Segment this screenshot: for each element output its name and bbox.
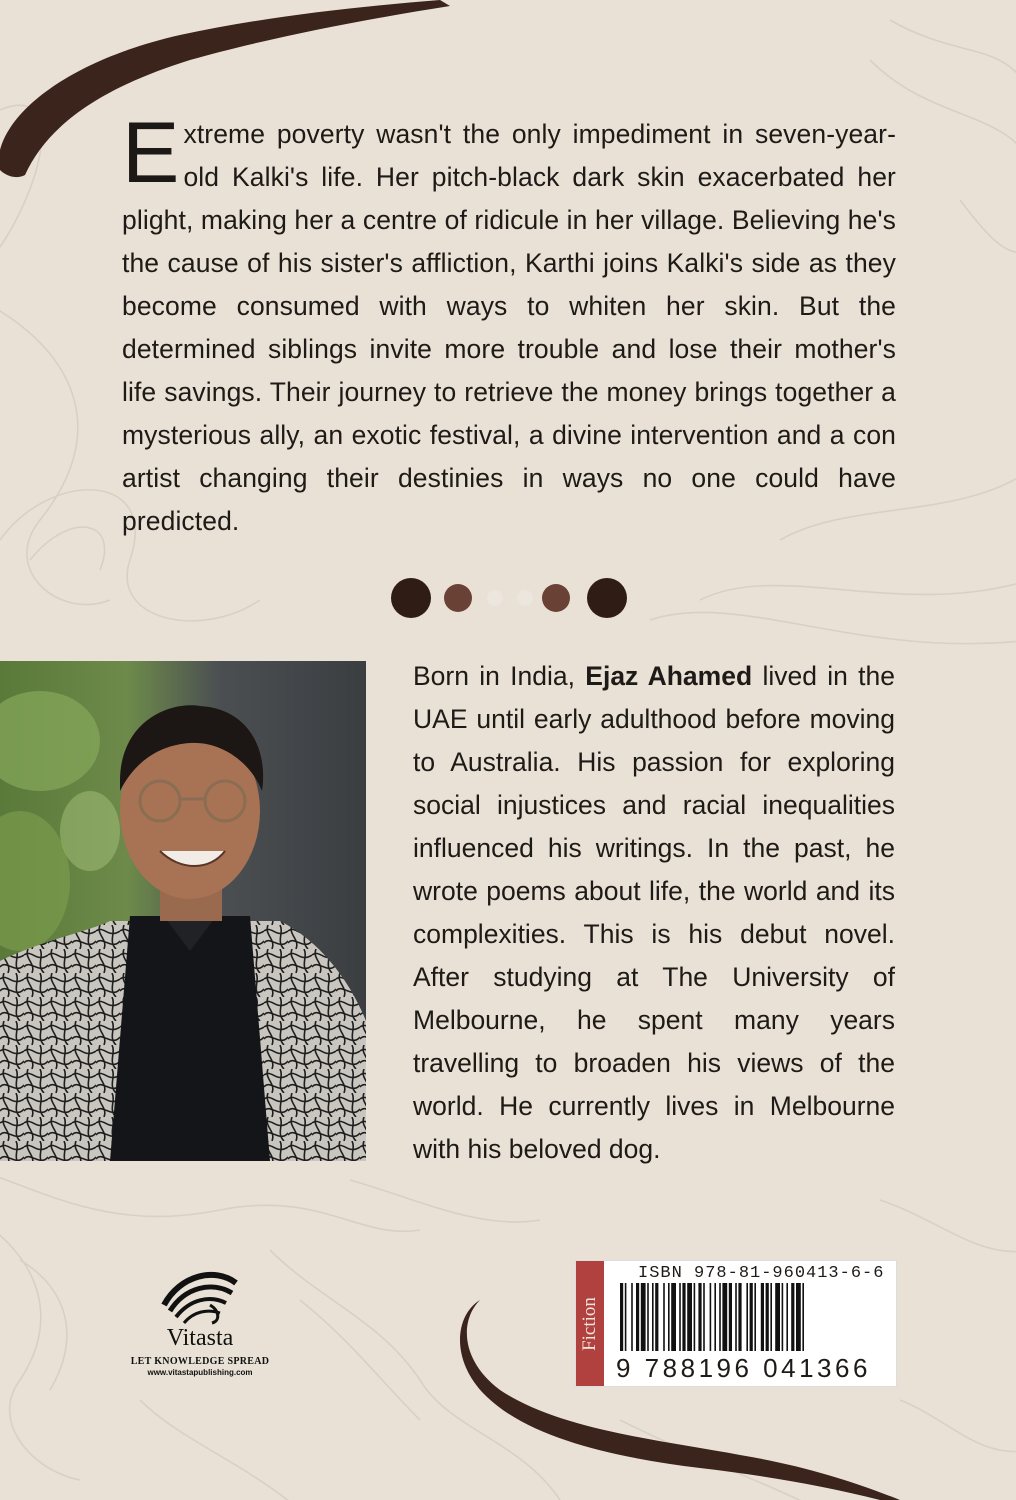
bio-prefix: Born in India, <box>413 661 586 691</box>
divider-dot <box>587 578 627 618</box>
barcode-bars <box>620 1283 892 1353</box>
publisher-tagline: LET KNOWLEDGE SPREAD <box>130 1356 270 1367</box>
genre-strip <box>576 1261 604 1386</box>
barcode-digits: 9 788196 041366 <box>616 1353 871 1383</box>
book-blurb <box>122 105 896 543</box>
publisher-url: www.vitastapublishing.com <box>147 1368 253 1377</box>
isbn-barcode <box>575 1260 897 1387</box>
drop-cap: E <box>122 105 180 201</box>
divider-dot <box>517 590 533 606</box>
author-name: Ejaz Ahamed <box>585 661 753 691</box>
book-fan-icon <box>160 1265 240 1325</box>
divider-dot <box>487 590 503 606</box>
publisher-logo <box>120 1265 280 1377</box>
divider-dot <box>391 578 431 618</box>
blurb-text: xtreme poverty wasn't the only impediment in seven-year-old Kalki's life. Her pitch-black dark skin exacerbated her plight, making her a centre of ridicule in her village. Believing he's the cause of his sister's affliction, Karthi joins Kalki's side as they become consumed with ways to whiten her skin. But the determined siblings invite more trouble and lose their mother's life savings. Their journey to retrieve the money brings together a mysterious ally, an exotic festival, a divine intervention and a con artist changing their destinies in ways no one could have predicted. <box>122 119 896 536</box>
isbn-label: ISBN 978-81-960413-6-6 <box>638 1264 885 1283</box>
divider-dot <box>444 584 472 612</box>
genre-label: Fiction <box>579 1296 600 1351</box>
divider-dot <box>542 584 570 612</box>
author-photo <box>0 661 366 1161</box>
author-bio <box>413 655 895 1171</box>
bio-suffix: lived in the UAE until early adulthood before moving to Australia. His passion for exploring social injustices and racial inequalities influenced his writings. In the past, he wrote poems about life, the world and its complexities. This is his debut novel. After studying at The University of Melbourne, he spent many years travelling to broaden his views of the world. He currently lives in Melbourne with his beloved dog. <box>413 661 895 1164</box>
dot-divider <box>391 576 627 620</box>
publisher-name: Vitasta <box>166 1325 234 1351</box>
